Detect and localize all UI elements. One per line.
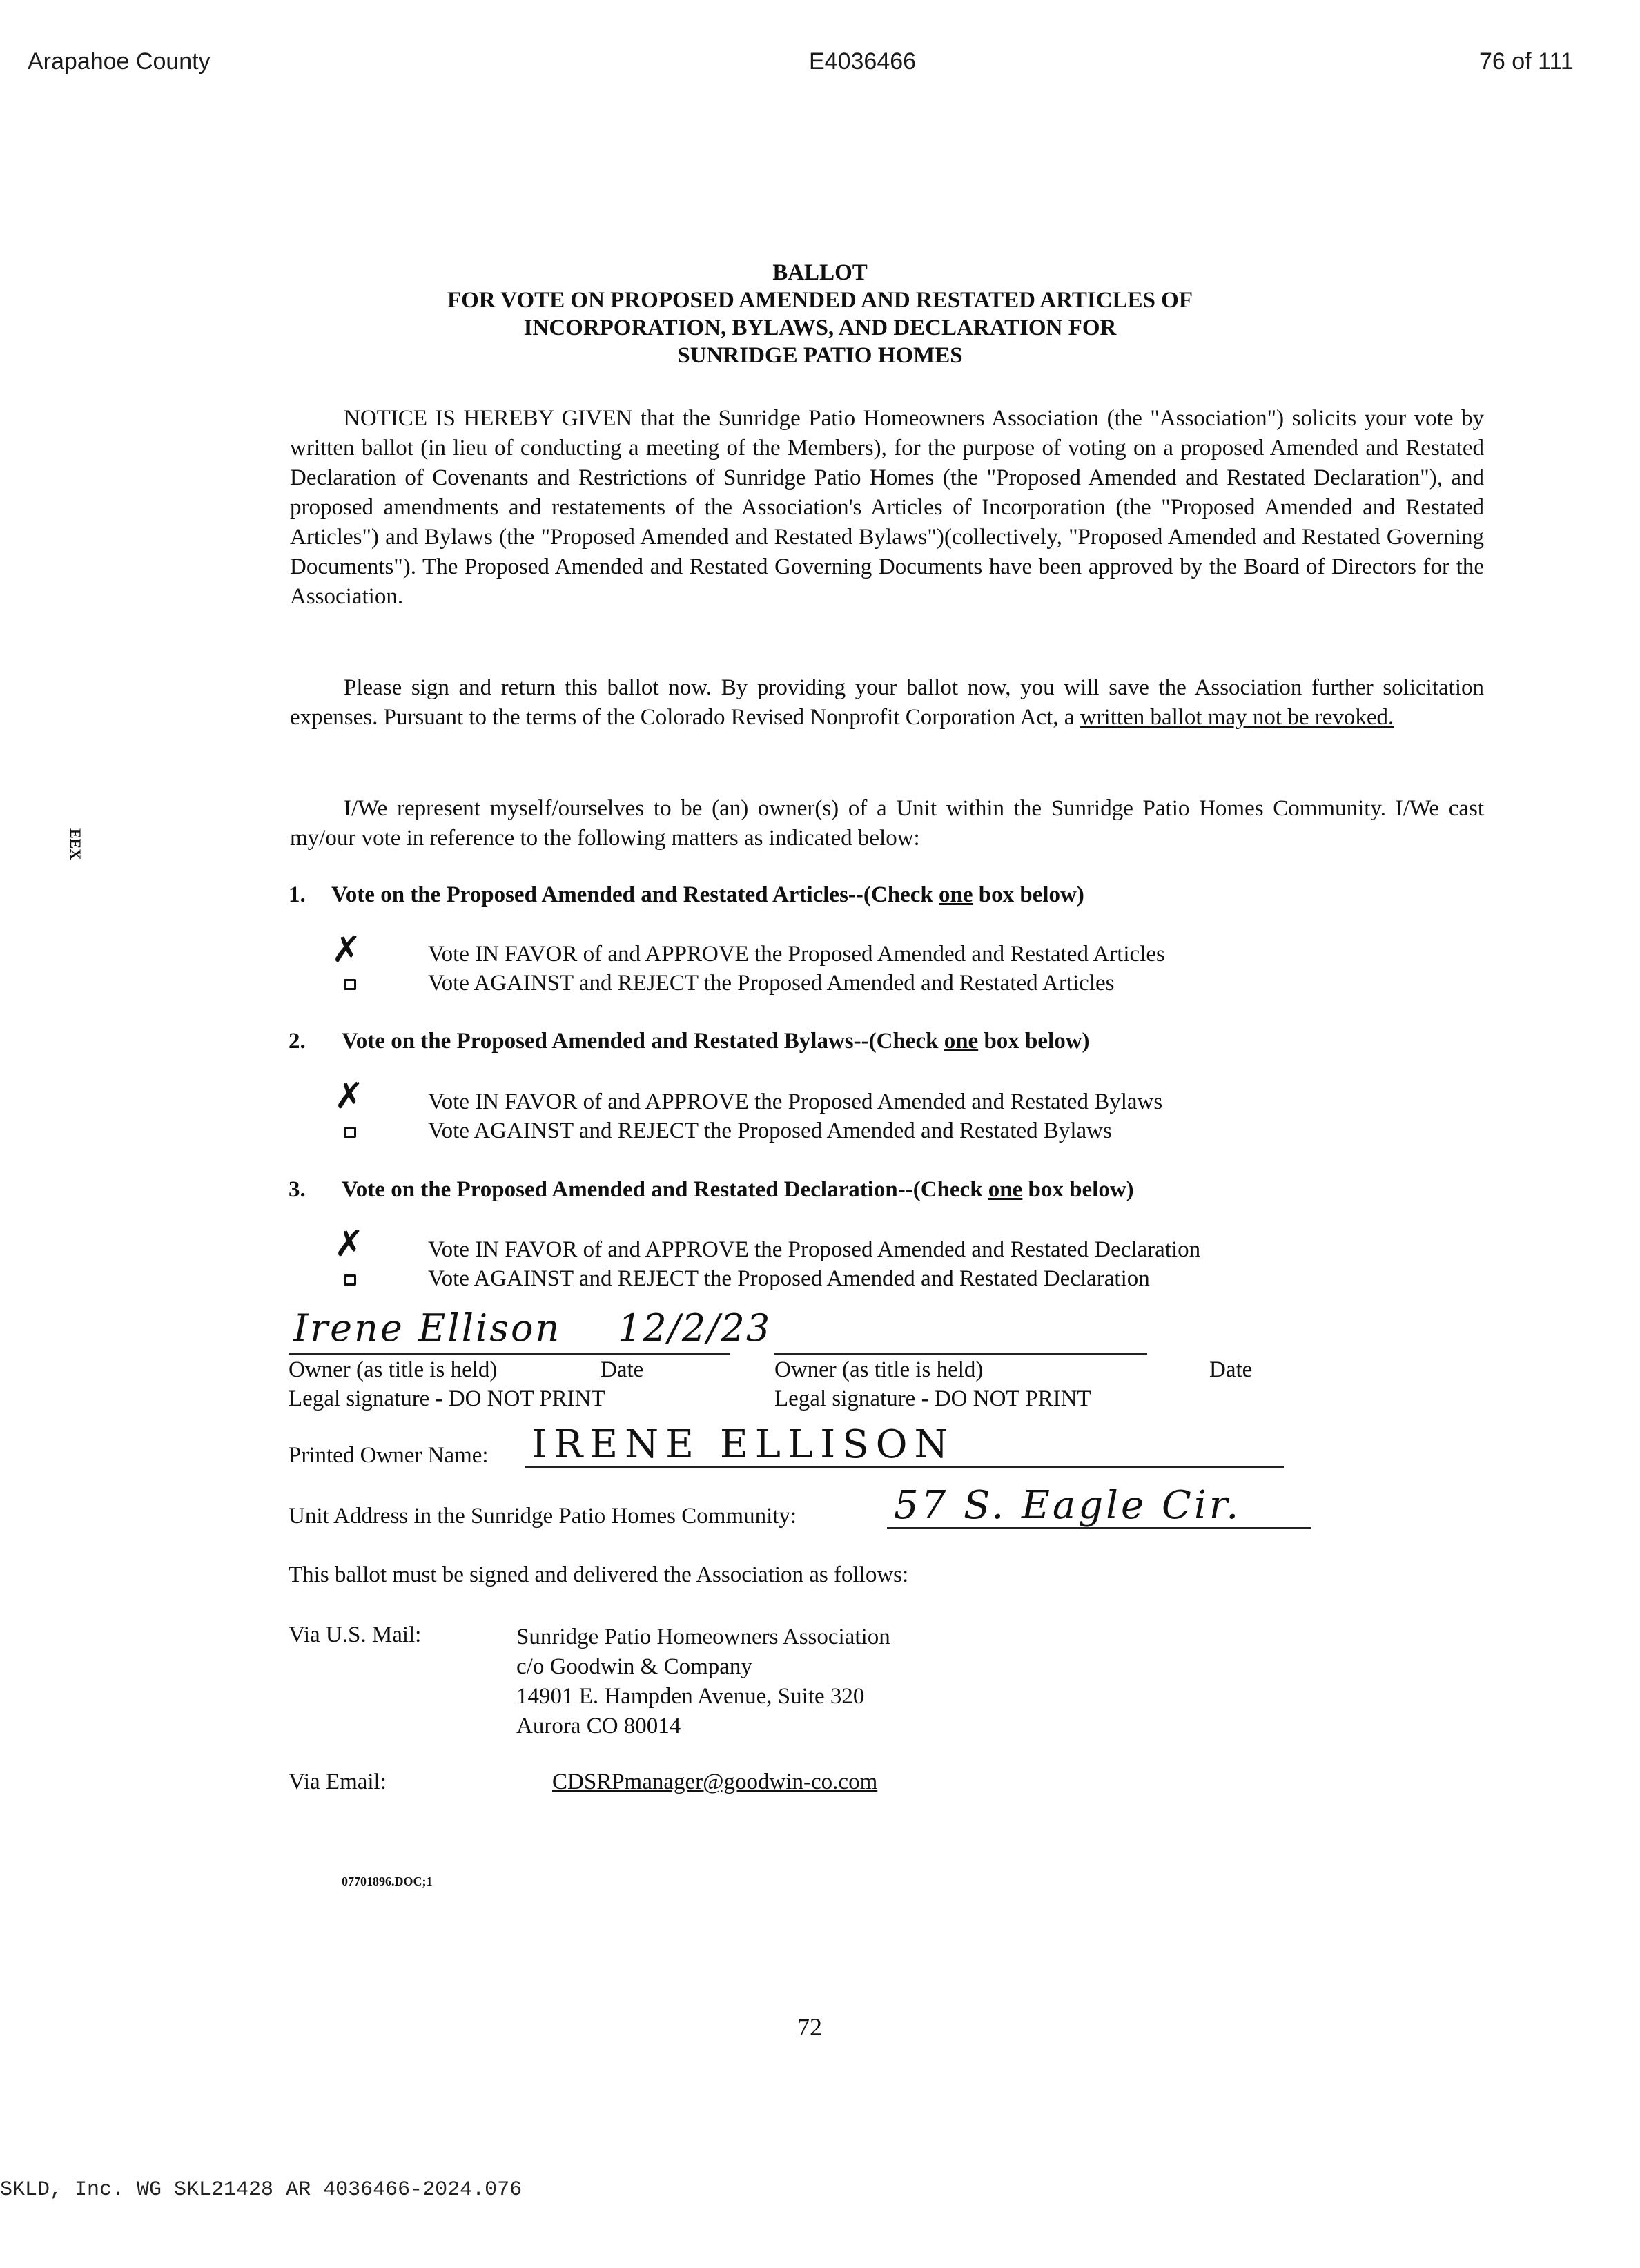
title-line-1: BALLOT bbox=[772, 260, 868, 285]
printed-name-value[interactable]: IRENE ELLISON bbox=[531, 1422, 955, 1467]
section-3-number: 3. bbox=[289, 1177, 306, 1202]
section-2-heading bbox=[342, 1029, 1090, 1054]
section-2-heading-one: one bbox=[944, 1029, 979, 1054]
unit-address-line bbox=[887, 1527, 1311, 1529]
represent-paragraph: I/We represent myself/ourselves to be (an) owner(s) of a Unit within the Sunridge Patio Homes Community. I/We cast my/our vote in reference to the following matters as indicated below: bbox=[290, 796, 1484, 851]
section-2-heading-text: Vote on the Proposed Amended and Restated Bylaws--(Check bbox=[342, 1029, 944, 1054]
date-label-1: Date bbox=[601, 1357, 644, 1382]
section-1-against-option: Vote AGAINST and REJECT the Proposed Amended and Restated Articles bbox=[428, 971, 1115, 996]
side-stamp: EEX bbox=[67, 828, 84, 860]
section-2-against-option: Vote AGAINST and REJECT the Proposed Amended and Restated Bylaws bbox=[428, 1118, 1112, 1143]
section-3-against-checkbox[interactable] bbox=[344, 1274, 356, 1286]
date-label-2: Date bbox=[1209, 1357, 1253, 1382]
section-1-heading-tail: box below) bbox=[973, 882, 1084, 907]
section-3-favor-checkbox[interactable]: ✗ bbox=[334, 1223, 364, 1265]
section-2-against-checkbox[interactable] bbox=[344, 1127, 356, 1138]
section-3-favor-option: Vote IN FAVOR of and APPROVE the Proposed Amended and Restated Declaration bbox=[428, 1237, 1201, 1262]
section-2-favor-option: Vote IN FAVOR of and APPROVE the Proposed Amended and Restated Bylaws bbox=[428, 1089, 1163, 1114]
legal-label-1: Legal signature - DO NOT PRINT bbox=[289, 1386, 605, 1411]
please-paragraph bbox=[290, 673, 1484, 733]
unit-address-value[interactable]: 57 S. Eagle Cir. bbox=[894, 1483, 1242, 1528]
printed-name-line bbox=[525, 1466, 1284, 1468]
notice-paragraph: NOTICE IS HEREBY GIVEN that the Sunridge Patio Homeowners Association (the "Association") solicits your vote by written ballot (in lieu of conducting a meeting of the Members), for the purpose of voting on a proposed Amended and Restated Declaration of Covenants and Restrictions of Sunridge Patio Homes (the "Proposed Amended and Restated Declaration"), and proposed amendments and restatements of the Association's Articles of Incorporation (the "Proposed Amended and Restated Articles") and Bylaws (the "Proposed Amended and Restated Bylaws")(collectively, "Proposed Amended and Restated Governing Documents"). The Proposed Amended and Restated Governing Documents have been approved by the Board of Directors for the Association. bbox=[290, 406, 1484, 609]
mail-label: Via U.S. Mail: bbox=[289, 1622, 422, 1647]
section-3-heading-one: one bbox=[988, 1177, 1023, 1202]
page-number: 72 bbox=[797, 2013, 822, 2041]
header-county: Arapahoe County bbox=[28, 48, 211, 75]
legal-label-2: Legal signature - DO NOT PRINT bbox=[774, 1386, 1091, 1411]
printed-name-label: Printed Owner Name: bbox=[289, 1443, 489, 1468]
title-line-2: FOR VOTE ON PROPOSED AMENDED AND RESTATED ARTICLES OF bbox=[447, 288, 1193, 313]
document-code: 07701896.DOC;1 bbox=[342, 1874, 433, 1888]
signature-line-1 bbox=[289, 1353, 730, 1355]
mail-address bbox=[516, 1622, 890, 1741]
header-reception-number: E4036466 bbox=[809, 48, 917, 75]
title-line-4: SUNRIDGE PATIO HOMES bbox=[677, 343, 963, 368]
ballot-title bbox=[0, 259, 1640, 369]
section-1-against-checkbox[interactable] bbox=[344, 979, 356, 990]
section-1-favor-checkbox[interactable]: ✗ bbox=[331, 929, 362, 971]
revocation-notice: written ballot may not be revoked. bbox=[1080, 705, 1394, 730]
owner-label-1: Owner (as title is held) bbox=[289, 1357, 498, 1382]
email-link[interactable]: CDSRPmanager@goodwin-co.com bbox=[552, 1770, 878, 1794]
section-3-against-option: Vote AGAINST and REJECT the Proposed Amended and Restated Declaration bbox=[428, 1266, 1150, 1291]
unit-address-label: Unit Address in the Sunridge Patio Homes Community: bbox=[289, 1504, 797, 1529]
section-2-number: 2. bbox=[289, 1029, 306, 1054]
mail-line-1: Sunridge Patio Homeowners Association bbox=[516, 1625, 890, 1649]
section-1-heading-text: Vote on the Proposed Amended and Restated Articles--(Check bbox=[331, 882, 939, 907]
section-3-heading bbox=[342, 1177, 1134, 1203]
section-1-heading-one: one bbox=[938, 882, 973, 907]
section-1-heading bbox=[331, 882, 1084, 908]
section-3-heading-tail: box below) bbox=[1022, 1177, 1134, 1202]
section-1-number: 1. bbox=[289, 882, 306, 907]
section-2-favor-checkbox[interactable]: ✗ bbox=[334, 1076, 364, 1117]
delivery-intro: This ballot must be signed and delivered the Association as follows: bbox=[289, 1562, 909, 1587]
mail-line-2: c/o Goodwin & Company bbox=[516, 1654, 752, 1679]
title-line-3: INCORPORATION, BYLAWS, AND DECLARATION FOR bbox=[523, 316, 1117, 340]
please-text: Please sign and return this ballot now. By providing your ballot now, you will save the Association further solicitation expenses. Pursuant to the terms of the Colorado Revised Nonprofit Corporation Act, a bbox=[290, 675, 1484, 730]
owner-label-2: Owner (as title is held) bbox=[774, 1357, 984, 1382]
mail-line-4: Aurora CO 80014 bbox=[516, 1714, 681, 1738]
email-label: Via Email: bbox=[289, 1770, 387, 1794]
section-1-favor-option: Vote IN FAVOR of and APPROVE the Proposed Amended and Restated Articles bbox=[428, 942, 1165, 967]
mail-line-3: 14901 E. Hampden Avenue, Suite 320 bbox=[516, 1684, 865, 1709]
signature-date[interactable]: 12/2/23 bbox=[618, 1306, 772, 1350]
footer-recording-info: SKLD, Inc. WG SKL21428 AR 4036466-2024.076 bbox=[0, 2178, 523, 2202]
section-2-heading-tail: box below) bbox=[978, 1029, 1090, 1054]
header-page-count: 76 of 111 bbox=[1479, 48, 1574, 75]
owner-signature[interactable]: Irene Ellison bbox=[293, 1306, 562, 1350]
section-3-heading-text: Vote on the Proposed Amended and Restated Declaration--(Check bbox=[342, 1177, 988, 1202]
signature-line-2 bbox=[774, 1353, 1147, 1355]
